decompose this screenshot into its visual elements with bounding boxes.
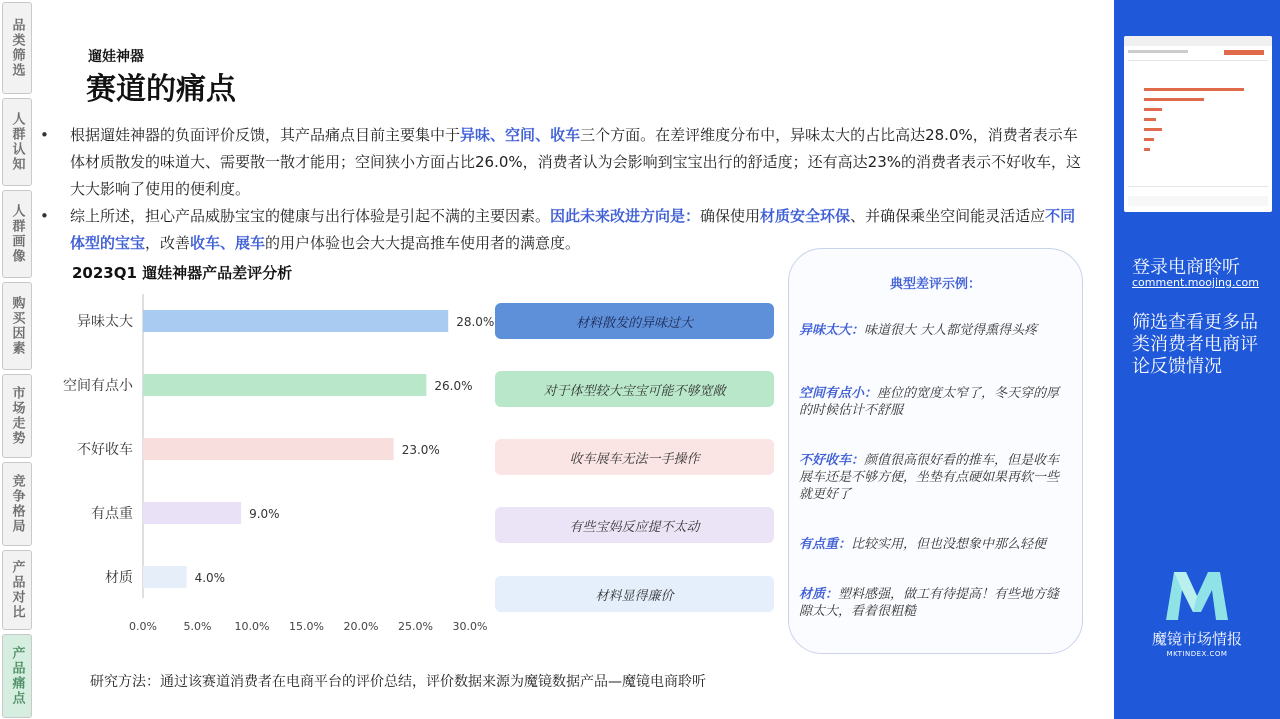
chart-x-tick-label: 0.0% [129, 620, 157, 633]
tab-audience-awareness[interactable]: 人群认知 [2, 98, 32, 186]
chart-bar [143, 566, 187, 588]
page-title: 赛道的痛点 [86, 72, 236, 107]
chart-value-label: 9.0% [249, 507, 280, 521]
bullet-2-highlight: 因此未来改进方向是： [550, 207, 701, 225]
bullet-1-highlight: 空间 [505, 126, 536, 144]
example-key: 空间有点小： [799, 386, 878, 401]
chart-title: 2023Q1 遛娃神器产品差评分析 [72, 264, 293, 282]
example-item [799, 385, 1069, 419]
example-text: 比较实用，但也没想象中那么轻便 [851, 537, 1047, 552]
bullet-2-text: 的用户体验也会大大提高推车使用者的满意度。 [265, 234, 581, 252]
example-item [799, 322, 1069, 339]
chart-category-label: 材质 [105, 570, 133, 586]
chart-bar [143, 438, 394, 460]
chart-x-tick-label: 25.0% [398, 620, 433, 633]
bullet-2-text: 确保使用 [700, 207, 761, 225]
review-examples-panel [788, 248, 1083, 654]
example-item [799, 536, 1069, 553]
promo-sidebar [1114, 0, 1280, 719]
chart-category-label: 有点重 [91, 506, 133, 522]
bullet-1-text: 根据遛娃神器的负面评价反馈，其产品痛点目前主要集中于 [70, 126, 461, 144]
example-key: 异味太大： [799, 323, 865, 338]
tab-purchase-factors[interactable]: 购买因素 [2, 282, 32, 370]
callout-weight: 有些宝妈反应提不太动 [495, 507, 774, 543]
thumbnail-preview-image [1124, 36, 1272, 212]
bullet-2-highlight: 材质安全环保 [760, 207, 851, 225]
bullet-2-text: 综上所述，担心产品威胁宝宝的健康与出行体验是引起不满的主要因素。 [70, 207, 551, 225]
chart-category-label: 异味太大 [77, 314, 133, 330]
page-subtitle: 遛娃神器 [88, 49, 144, 65]
callout-space: 对于体型较大宝宝可能不够宽敞 [495, 371, 774, 407]
callout-odor: 材料散发的异味过大 [495, 303, 774, 339]
chart-x-tick-label: 20.0% [343, 620, 379, 633]
bullet-1-text: 三个方面。在差评维度分布中，异味太大的占比高达28.0%，消费者表示车体材质散发的味道大、需要散一散才能用；空间狭小方面占比26.0%，消费者认为会影响到宝宝出行的舒适度；还有高达23%的消费者表示不好收车，这大大影响了使用的便利度。 [70, 126, 1081, 198]
chart-x-tick-label: 5.0% [183, 620, 212, 633]
chart-x-tick-label: 15.0% [289, 620, 324, 633]
chart-value-label: 26.0% [434, 379, 473, 393]
summary-bullets [40, 122, 1090, 257]
bullet-2-text: 、并确保乘坐空间能灵活适应 [850, 207, 1046, 225]
chart-value-label: 23.0% [401, 443, 440, 457]
tab-market-trend[interactable]: 市场走势 [2, 374, 32, 458]
tab-audience-profile[interactable]: 人群画像 [2, 190, 32, 278]
brand-logo-icon [1160, 566, 1234, 622]
callout-material: 材料显得廉价 [495, 576, 774, 612]
screenshot-thumbnail[interactable] [1124, 36, 1272, 212]
research-method-note: 研究方法：通过该赛道消费者在电商平台的评价总结，评价数据来源为魔镜数据产品—魔镜电商聆听 [90, 674, 706, 690]
bullet-1-sep: 、 [535, 126, 551, 144]
bullet-1-highlight: 异味 [460, 126, 491, 144]
chart-bar [143, 502, 241, 524]
bullet-1-highlight: 收车 [550, 126, 581, 144]
chart-bar [143, 374, 426, 396]
example-item [799, 452, 1069, 503]
example-key: 有点重： [799, 537, 852, 552]
tab-competition[interactable]: 竞争格局 [2, 462, 32, 546]
callout-folding: 收车展车无法一手操作 [495, 439, 774, 475]
negative-review-bar-chart [50, 290, 495, 640]
tab-product-comparison[interactable]: 产品对比 [2, 550, 32, 630]
promo-description: 筛选查看更多品类消费者电商评论反馈情况 [1132, 312, 1258, 377]
chart-x-tick-label: 10.0% [234, 620, 270, 633]
chart-value-label: 4.0% [194, 571, 226, 585]
example-key: 不好收车： [799, 453, 865, 468]
brand-name: 魔镜市场情报 [1151, 630, 1242, 648]
section-tab-rail [0, 0, 34, 719]
promo-login-text: 登录电商聆听 [1132, 257, 1240, 278]
bullet-2-highlight: 收车、展车 [190, 234, 266, 252]
bullet-1-sep: 、 [490, 126, 506, 144]
chart-value-label: 28.0% [456, 315, 495, 329]
bullet-1 [40, 122, 1090, 203]
example-text: 座位的宽度太窄了，冬天穿的厚的时候估计不舒服 [799, 386, 1060, 418]
example-item [799, 586, 1069, 620]
bullet-2-highlight: 不同体型的宝宝 [70, 207, 1076, 252]
example-key: 材质： [799, 587, 839, 602]
tab-category-filter[interactable]: 品类筛选 [2, 2, 32, 94]
chart-category-label: 空间有点小 [63, 378, 133, 394]
chart-bar [143, 310, 448, 332]
examples-title: 典型差评示例： [889, 277, 981, 292]
example-text: 味道很大 大人都觉得熏得头疼 [864, 323, 1038, 338]
promo-url-link[interactable]: comment.moojing.com [1132, 276, 1259, 289]
tab-product-pain-points[interactable]: 产品痛点 [2, 634, 32, 718]
bullet-2-text: ，改善 [145, 234, 191, 252]
chart-x-tick-label: 30.0% [452, 620, 488, 633]
example-text: 颜值很高很好看的推车，但是收车展车还是不够方便，坐垫有点硬如果再软一些就更好了 [799, 453, 1060, 502]
brand-url: MKTINDEX.COM [1166, 650, 1228, 658]
example-text: 塑料感强，做工有待提高！有些地方缝隙太大，看着很粗糙 [799, 587, 1060, 619]
chart-category-label: 不好收车 [77, 442, 133, 458]
